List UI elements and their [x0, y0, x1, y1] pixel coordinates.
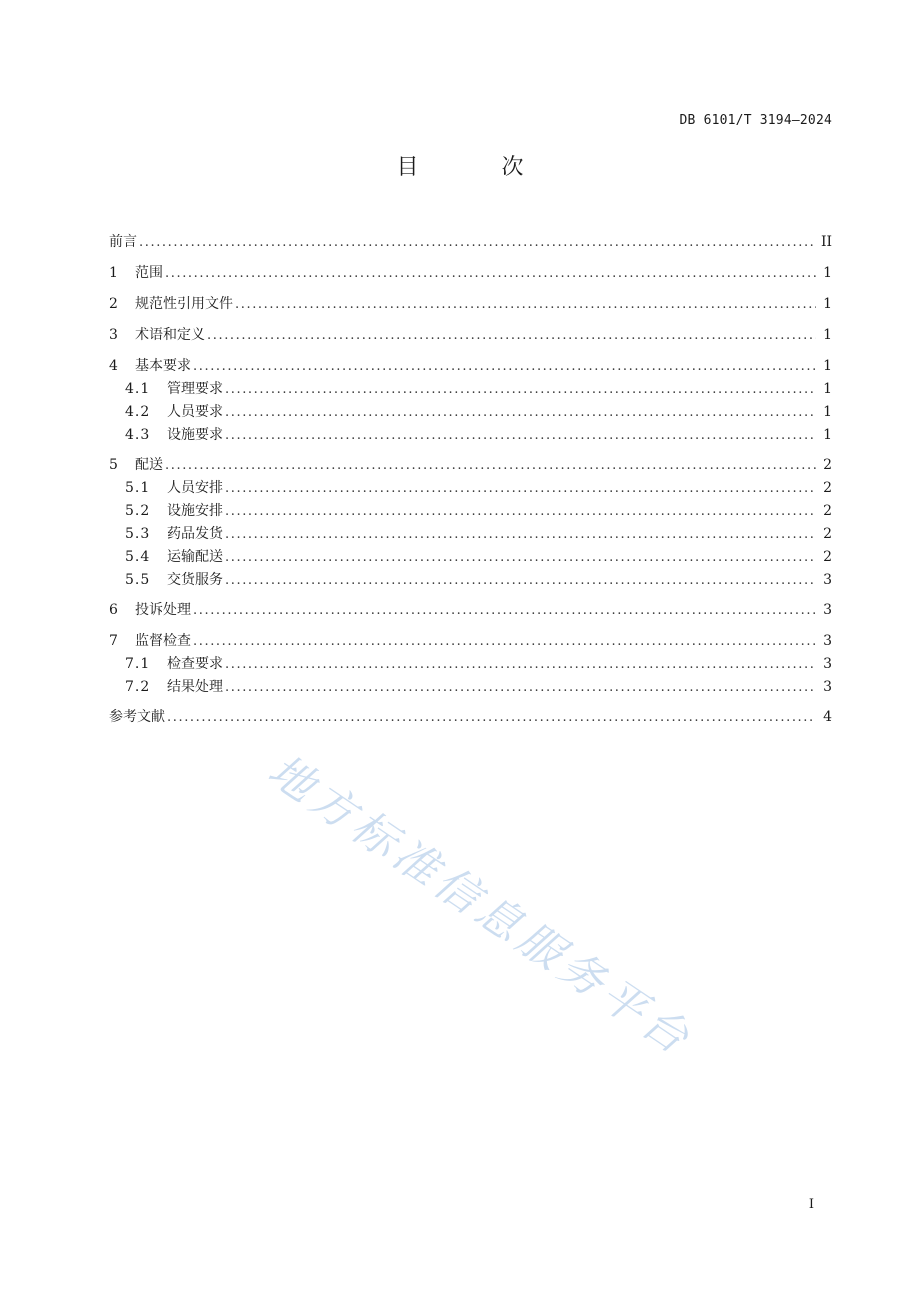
toc-leader-dots: [225, 424, 816, 447]
toc-entry-number: 2: [109, 296, 118, 312]
toc-entry-title: 范围: [135, 265, 163, 281]
toc-leader-dots: [225, 676, 816, 699]
toc-leader-dots: [193, 355, 816, 378]
document-code: DB 6101/T 3194—2024: [679, 113, 832, 128]
toc-entry-title: 设施安排: [167, 503, 223, 519]
toc-entry[interactable]: [109, 401, 832, 424]
toc-entry-title: 前言: [109, 234, 137, 250]
toc-entry-number: 5.3: [125, 526, 151, 542]
toc-entry-page: 2: [823, 549, 832, 565]
toc-entry[interactable]: [109, 477, 832, 500]
toc-entry[interactable]: [109, 546, 832, 569]
toc-entry-number: 5.4: [125, 549, 151, 565]
toc-entry[interactable]: [109, 454, 832, 477]
toc-entry-page: 2: [823, 503, 832, 519]
toc-entry[interactable]: [109, 676, 832, 699]
toc-entry[interactable]: [109, 569, 832, 592]
toc-leader-dots: [193, 599, 816, 622]
toc-leader-dots: [225, 378, 816, 401]
table-of-contents: [109, 231, 832, 729]
toc-entry[interactable]: [109, 424, 832, 447]
toc-entry-title: 基本要求: [135, 358, 191, 374]
toc-entry-page: 1: [823, 358, 832, 374]
toc-entry-number: 5.5: [125, 572, 151, 588]
toc-entry-page: 1: [823, 427, 832, 443]
toc-entry[interactable]: [109, 523, 832, 546]
toc-entry-number: 4.2: [125, 404, 151, 420]
toc-entry-title: 管理要求: [167, 381, 223, 397]
toc-entry-number: 1: [109, 265, 118, 281]
toc-entry-title: 监督检查: [135, 633, 191, 649]
toc-entry-page: 3: [823, 633, 832, 649]
toc-entry-number: 5: [109, 457, 118, 473]
toc-leader-dots: [207, 324, 816, 347]
toc-entry[interactable]: [109, 599, 832, 622]
toc-entry-number: 6: [109, 602, 118, 618]
toc-entry[interactable]: [109, 378, 832, 401]
toc-entry-title: 规范性引用文件: [135, 296, 233, 312]
toc-entry-page: 3: [823, 602, 832, 618]
toc-entry-title: 人员安排: [167, 480, 223, 496]
toc-entry-page: 3: [823, 572, 832, 588]
toc-entry-page: II: [820, 234, 832, 250]
toc-entry[interactable]: [109, 355, 832, 378]
toc-entry-title: 运输配送: [167, 549, 223, 565]
toc-entry-number: 7.1: [125, 656, 151, 672]
toc-leader-dots: [139, 231, 816, 254]
toc-entry[interactable]: [109, 653, 832, 676]
toc-entry-number: 4.3: [125, 427, 151, 443]
toc-entry-title: 术语和定义: [135, 327, 205, 343]
toc-leader-dots: [225, 523, 816, 546]
page-title: 目 次: [396, 155, 562, 180]
toc-leader-dots: [235, 293, 816, 316]
toc-leader-dots: [225, 401, 816, 424]
toc-leader-dots: [165, 262, 816, 285]
toc-leader-dots: [225, 500, 816, 523]
toc-entry-number: 3: [109, 327, 118, 343]
toc-entry-title: 投诉处理: [135, 602, 191, 618]
toc-entry-title: 参考文献: [109, 709, 165, 725]
toc-entry-title: 药品发货: [167, 526, 223, 542]
toc-leader-dots: [225, 569, 816, 592]
toc-entry[interactable]: [109, 231, 832, 254]
toc-entry-number: 4: [109, 358, 118, 374]
toc-entry-number: 7: [109, 633, 118, 649]
toc-entry-page: 1: [823, 296, 832, 312]
toc-entry-title: 人员要求: [167, 404, 223, 420]
toc-entry-page: 4: [823, 709, 832, 725]
toc-entry[interactable]: [109, 706, 832, 729]
toc-leader-dots: [225, 477, 816, 500]
toc-entry-title: 设施要求: [167, 427, 223, 443]
toc-entry-page: 2: [823, 480, 832, 496]
toc-entry-number: 7.2: [125, 679, 151, 695]
toc-entry-number: 5.2: [125, 503, 151, 519]
toc-entry-page: 1: [823, 265, 832, 281]
watermark-text: 地方标准信息服务平台: [258, 744, 703, 1067]
toc-entry[interactable]: [109, 500, 832, 523]
toc-entry-title: 结果处理: [167, 679, 223, 695]
toc-entry-page: 2: [823, 526, 832, 542]
toc-entry[interactable]: [109, 324, 832, 347]
toc-leader-dots: [167, 706, 816, 729]
toc-entry-number: 4.1: [125, 381, 151, 397]
toc-entry-number: 5.1: [125, 480, 151, 496]
toc-leader-dots: [225, 653, 816, 676]
toc-entry-page: 1: [823, 381, 832, 397]
toc-entry-title: 配送: [135, 457, 163, 473]
toc-leader-dots: [193, 630, 816, 653]
toc-entry-page: 1: [823, 404, 832, 420]
toc-entry-page: 3: [823, 656, 832, 672]
toc-entry[interactable]: [109, 293, 832, 316]
toc-leader-dots: [165, 454, 816, 477]
page-number: I: [808, 1197, 814, 1212]
toc-entry-page: 2: [823, 457, 832, 473]
toc-entry-page: 3: [823, 679, 832, 695]
toc-entry-title: 检查要求: [167, 656, 223, 672]
toc-entry-title: 交货服务: [167, 572, 223, 588]
toc-leader-dots: [225, 546, 816, 569]
toc-entry[interactable]: [109, 262, 832, 285]
toc-entry[interactable]: [109, 630, 832, 653]
toc-entry-page: 1: [823, 327, 832, 343]
